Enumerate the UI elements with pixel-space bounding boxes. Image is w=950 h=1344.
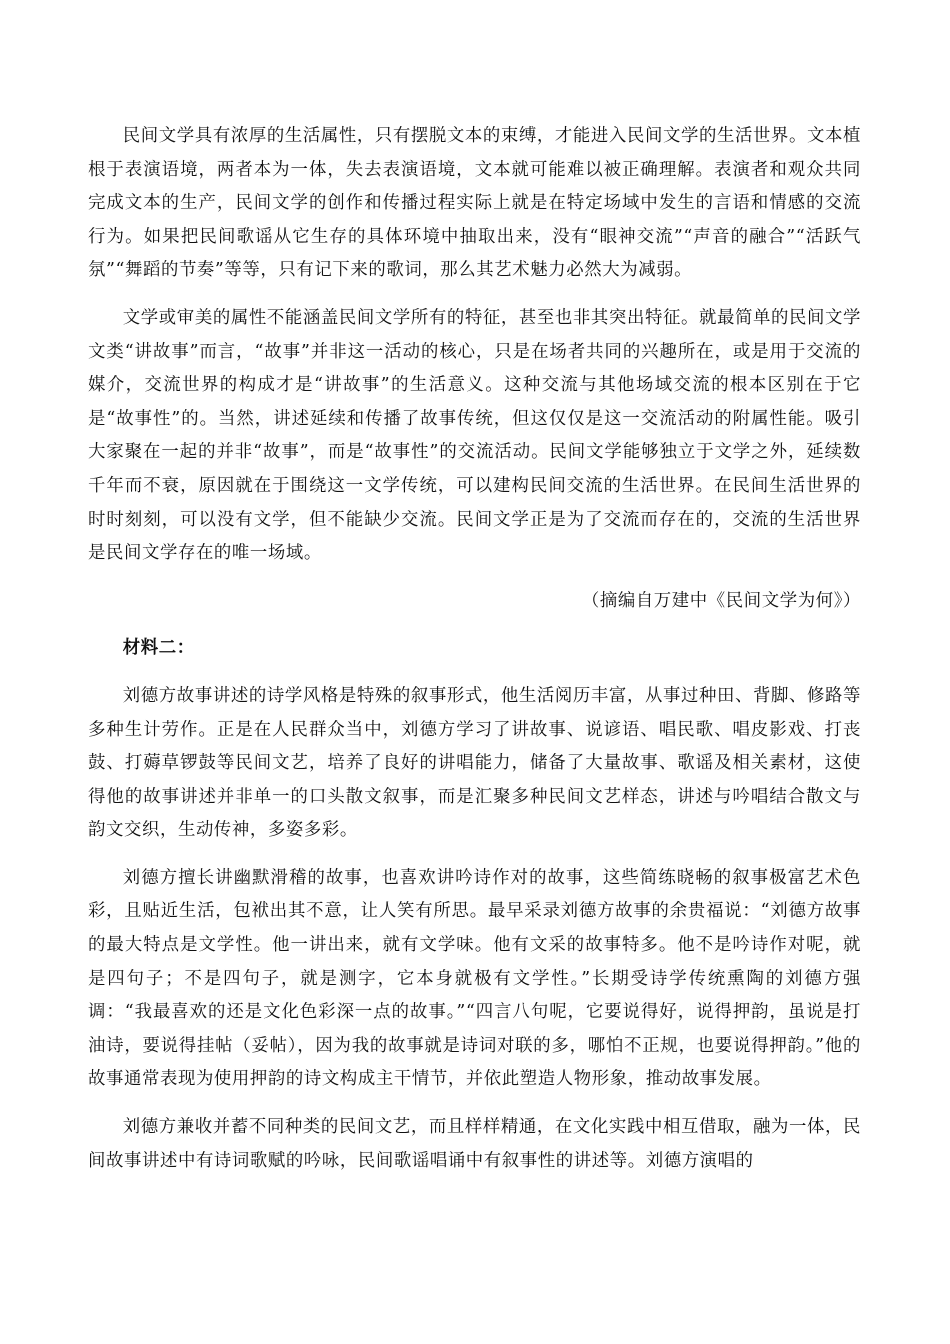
material2-paragraph-1: 刘德方故事讲述的诗学风格是特殊的叙事形式，他生活阅历丰富，从事过种田、背脚、修路等多种生计劳作。正是在人民群众当中，刘德方学习了讲故事、说谚语、唱民歌、唱皮影戏、打丧鼓、打薅草锣鼓等民间文艺，培养了良好的讲唱能力，储备了大量故事、歌谣及相关素材，这使得他的故事讲述并非单一的口头散文叙事，而是汇聚多种民间文艺样态，讲述与吟唱结合散文与韵文交织，生动传神，多姿多彩。 (88, 685, 861, 841)
material2-heading: 材料二： (122, 638, 195, 659)
material2-paragraph-2: 刘德方擅长讲幽默滑稽的故事，也喜欢讲吟诗作对的故事，这些简练晓畅的叙事极富艺术色彩，且贴近生活，包袱出其不意，让人笑有所思。最早采录刘德方故事的余贵福说：“刘德方故事的最大特点是文学性。他一讲出来，就有文学味。他有文采的故事特多。他不是吟诗作对呢，就是四句子；不是四句子，就是测字，它本身就极有文学性。”长期受诗学传统熏陶的刘德方强调：“我最喜欢的还是文化色彩深一点的故事。”“四言八句呢，它要说得好，说得押韵，虽说是打油诗，要说得挂帖（妥帖），因为我的故事就是诗词对联的多，哪怕不正规，也要说得押韵。”他的故事通常表现为使用押韵的诗文构成主干情节，并依此塑造人物形象，推动故事发展。 (88, 867, 861, 1090)
material2-paragraph-3: 刘德方兼收并蓄不同种类的民间文艺，而且样样精通，在文化实践中相互借取，融为一体，民间故事讲述中有诗词歌赋的吟咏，民间歌谣唱诵中有叙事性的讲述等。刘德方演唱的 (88, 1117, 861, 1171)
material1-paragraph-2: 文学或审美的属性不能涵盖民间文学所有的特征，甚至也非其突出特征。就最简单的民间文学文类“讲故事”而言，“故事”并非这一活动的核心，只是在场者共同的兴趣所在，或是用于交流的媒介，交流世界的构成才是“讲故事”的生活意义。这种交流与其他场域交流的根本区别在于它是“故事性”的。当然，讲述延续和传播了故事传统，但这仅仅是这一交流活动的附属性能。吸引大家聚在一起的并非“故事”，而是“故事性”的交流活动。民间文学能够独立于文学之外，延续数千年而不衰，原因就在于围绕这一文学传统，可以建构民间交流的生活世界。在民间生活世界的时时刻刻，可以没有文学，但不能缺少交流。民间文学正是为了交流而存在的，交流的生活世界是民间文学存在的唯一场域。 (88, 307, 861, 564)
material1-source-citation: （摘编自万建中《民间文学为何》） (581, 590, 861, 611)
document-page (88, 120, 861, 1192)
material1-paragraph-1: 民间文学具有浓厚的生活属性，只有摆脱文本的束缚，才能进入民间文学的生活世界。文本植根于表演语境，两者本为一体，失去表演语境，文本就可能难以被正确理解。表演者和观众共同完成文本的生产，民间文学的创作和传播过程实际上就是在特定场域中发生的言语和情感的交流行为。如果把民间歌谣从它生存的具体环境中抽取出来，没有“眼神交流”“声音的融合”“活跃气氛”“舞蹈的节奏”等等，只有记下来的歌词，那么其艺术魅力必然大为减弱。 (88, 126, 861, 281)
